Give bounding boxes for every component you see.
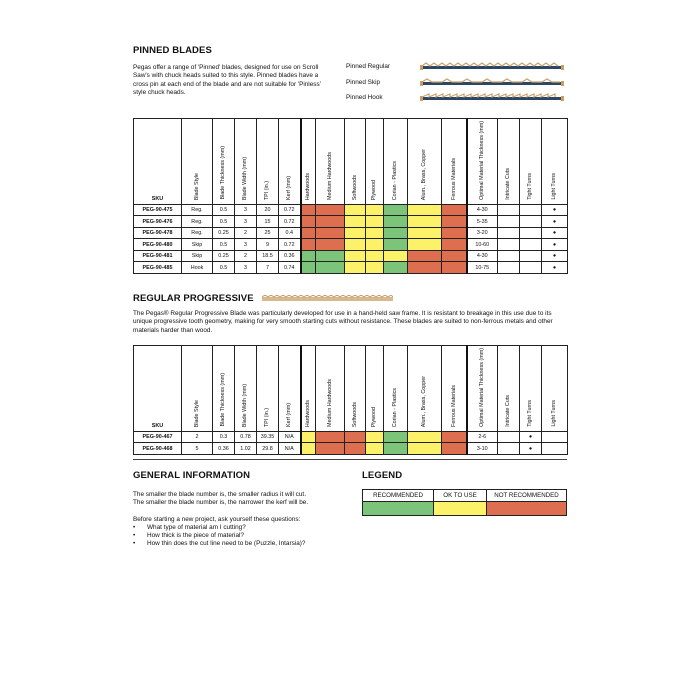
material-rating-cell bbox=[301, 239, 316, 251]
material-rating-cell bbox=[408, 443, 442, 455]
general-line-2: The smaller the blade number is, the narrower the kerf will be. bbox=[133, 499, 309, 507]
header-specs-3 bbox=[257, 119, 279, 205]
header-materials-6 bbox=[442, 119, 467, 205]
suitability-mark bbox=[520, 250, 542, 262]
general-info-text bbox=[133, 491, 358, 549]
table-row bbox=[134, 227, 568, 239]
cell-kerf: 0.72 bbox=[279, 239, 301, 251]
material-rating-cell bbox=[301, 262, 316, 274]
regular-description: The Pegas® Regular Progressive Blade was particularly developed for use in a hand-held saw frame. It is resistant to breakage in this use due to its unique progressive tooth geometry, making for very smooth starting cuts without resistance. These blades are suited to non-ferrous metals and other materials harder than wood. bbox=[133, 310, 553, 334]
header-label: Optimal Material Thickness (mm) bbox=[479, 348, 486, 427]
suitability-mark bbox=[520, 227, 542, 239]
material-rating-cell bbox=[366, 443, 384, 455]
header-specs-4 bbox=[279, 119, 301, 205]
cell-style: 5 bbox=[182, 443, 213, 455]
header-sku bbox=[134, 119, 182, 205]
material-rating-cell bbox=[408, 262, 442, 274]
legend-title: LEGEND bbox=[362, 470, 403, 481]
header-extra-0 bbox=[467, 119, 498, 205]
questions-list bbox=[133, 524, 358, 549]
pinned-title: PINNED BLADES bbox=[133, 45, 212, 56]
cell-thick: 0.5 bbox=[213, 204, 235, 216]
header-materials-2 bbox=[345, 346, 366, 432]
table-header-row bbox=[134, 119, 568, 205]
legend-red-swatch bbox=[487, 502, 567, 516]
material-rating-cell bbox=[384, 239, 408, 251]
cell-thick: 0.36 bbox=[213, 443, 235, 455]
material-rating-cell bbox=[345, 443, 366, 455]
header-label: Blade Width (mm) bbox=[242, 383, 249, 427]
header-extra-2 bbox=[520, 346, 542, 432]
legend-not-label: NOT RECOMMENDED bbox=[487, 490, 567, 502]
header-label: Blade Width (mm) bbox=[242, 156, 249, 200]
material-rating-cell bbox=[442, 239, 467, 251]
cell-width: 1.02 bbox=[235, 443, 257, 455]
material-rating-cell bbox=[442, 250, 467, 262]
pinned-description: Pegas offer a range of 'Pinned' blades, designed for use on Scroll Saw's with chuck heads suited to this style. Pinned blades have a cross pin at each end of the blade and are not suitable for 'Pinless' style chuck heads. bbox=[133, 64, 321, 96]
header-label: Tight Turns bbox=[527, 173, 534, 200]
header-specs-2 bbox=[235, 119, 257, 205]
cell-sku: PEG-90-485 bbox=[134, 262, 182, 274]
cell-optimal-thickness: 3-10 bbox=[467, 443, 498, 455]
suitability-mark bbox=[498, 239, 520, 251]
header-specs-0 bbox=[182, 119, 213, 205]
material-rating-cell bbox=[384, 431, 408, 443]
material-rating-cell bbox=[301, 250, 316, 262]
material-rating-cell bbox=[316, 262, 345, 274]
cell-thick: 0.25 bbox=[213, 227, 235, 239]
cell-kerf: N/A bbox=[279, 431, 301, 443]
header-label: Plywood bbox=[371, 179, 378, 200]
header-label: Hardwoods bbox=[305, 399, 312, 427]
cell-width: 0.78 bbox=[235, 431, 257, 443]
header-extra-3 bbox=[542, 119, 568, 205]
header-extra-0 bbox=[467, 346, 498, 432]
material-rating-cell bbox=[345, 262, 366, 274]
header-materials-3 bbox=[366, 346, 384, 432]
cell-width: 2 bbox=[235, 227, 257, 239]
material-rating-cell bbox=[345, 239, 366, 251]
material-rating-cell bbox=[442, 216, 467, 228]
cell-sku: PEG-90-478 bbox=[134, 227, 182, 239]
material-rating-cell bbox=[366, 250, 384, 262]
header-materials-0 bbox=[301, 119, 316, 205]
table-row bbox=[134, 216, 568, 228]
header-materials-3 bbox=[366, 119, 384, 205]
blade-label-regular: Pinned Regular bbox=[346, 63, 391, 70]
cell-tpi: 29.8 bbox=[257, 443, 279, 455]
header-label: Tight Turns bbox=[527, 400, 534, 427]
cell-width: 3 bbox=[235, 262, 257, 274]
material-rating-cell bbox=[345, 250, 366, 262]
cell-optimal-thickness: 5-35 bbox=[467, 216, 498, 228]
suitability-mark bbox=[498, 431, 520, 443]
suitability-mark bbox=[520, 262, 542, 274]
header-label: TPI (in.) bbox=[264, 407, 271, 427]
section-divider bbox=[133, 459, 567, 460]
cell-thick: 0.5 bbox=[213, 239, 235, 251]
regular-progressive-table bbox=[133, 345, 568, 455]
regular-title: REGULAR PROGRESSIVE bbox=[133, 293, 254, 304]
material-rating-cell bbox=[442, 227, 467, 239]
cell-sku: PEG-90-467 bbox=[134, 431, 182, 443]
table-header-row bbox=[134, 346, 568, 432]
material-rating-cell bbox=[384, 227, 408, 239]
header-label: Blade Thickness (mm) bbox=[220, 373, 227, 427]
header-materials-5 bbox=[408, 119, 442, 205]
cell-kerf: 0.72 bbox=[279, 204, 301, 216]
cell-kerf: 0.36 bbox=[279, 250, 301, 262]
header-label: Alum., Brass, Copper bbox=[421, 375, 428, 427]
material-rating-cell bbox=[366, 204, 384, 216]
suitability-mark: ● bbox=[542, 239, 568, 251]
material-rating-cell bbox=[384, 250, 408, 262]
material-rating-cell bbox=[442, 262, 467, 274]
header-label: Ferrous Materials bbox=[450, 385, 457, 427]
material-rating-cell bbox=[301, 204, 316, 216]
material-rating-cell bbox=[366, 216, 384, 228]
material-rating-cell bbox=[301, 227, 316, 239]
header-label: Blade Style bbox=[193, 172, 200, 200]
table-row bbox=[134, 250, 568, 262]
header-label: Kerf (mm) bbox=[286, 403, 293, 427]
header-label: Corian - Plastics bbox=[392, 160, 399, 200]
header-materials-2 bbox=[345, 119, 366, 205]
material-rating-cell bbox=[384, 216, 408, 228]
material-rating-cell bbox=[345, 216, 366, 228]
suitability-mark: ● bbox=[542, 262, 568, 274]
header-label: Kerf (mm) bbox=[286, 176, 293, 200]
material-rating-cell bbox=[366, 227, 384, 239]
cell-style: Reg. bbox=[182, 227, 213, 239]
general-title: GENERAL INFORMATION bbox=[133, 470, 251, 481]
cell-width: 3 bbox=[235, 216, 257, 228]
header-specs-0 bbox=[182, 346, 213, 432]
header-label: Medium Hardwoods bbox=[326, 152, 333, 200]
material-rating-cell bbox=[408, 250, 442, 262]
material-rating-cell bbox=[408, 216, 442, 228]
material-rating-cell bbox=[345, 431, 366, 443]
legend-recommended-label: RECOMMENDED bbox=[363, 490, 434, 502]
header-label: Plywood bbox=[371, 406, 378, 427]
suitability-mark bbox=[498, 204, 520, 216]
material-rating-cell bbox=[316, 443, 345, 455]
suitability-mark bbox=[542, 443, 568, 455]
header-extra-1 bbox=[498, 119, 520, 205]
table-row bbox=[134, 262, 568, 274]
table-row bbox=[134, 204, 568, 216]
cell-optimal-thickness: 3-20 bbox=[467, 227, 498, 239]
cell-kerf: N/A bbox=[279, 443, 301, 455]
header-label: Alum., Brass, Copper bbox=[421, 148, 428, 200]
header-materials-0 bbox=[301, 346, 316, 432]
cell-optimal-thickness: 2-6 bbox=[467, 431, 498, 443]
cell-optimal-thickness: 4-30 bbox=[467, 204, 498, 216]
material-rating-cell bbox=[442, 443, 467, 455]
material-rating-cell bbox=[384, 204, 408, 216]
suitability-mark bbox=[520, 216, 542, 228]
header-specs-2 bbox=[235, 346, 257, 432]
blade-label-hook: Pinned Hook bbox=[346, 94, 383, 101]
header-label: Optimal Material Thickness (mm) bbox=[479, 121, 486, 200]
cell-width: 3 bbox=[235, 239, 257, 251]
material-rating-cell bbox=[384, 443, 408, 455]
suitability-mark bbox=[498, 443, 520, 455]
suitability-mark bbox=[520, 204, 542, 216]
regular-progressive-blade-image bbox=[262, 295, 393, 302]
suitability-mark bbox=[498, 262, 520, 274]
header-materials-1 bbox=[316, 119, 345, 205]
general-line-1: The smaller the blade number is, the smaller radius it will cut. bbox=[133, 491, 306, 498]
header-label: Hardwoods bbox=[305, 172, 312, 200]
header-label: Medium Hardwoods bbox=[326, 379, 333, 427]
legend-ok-label: OK TO USE bbox=[434, 490, 487, 502]
material-rating-cell bbox=[408, 227, 442, 239]
cell-tpi: 7 bbox=[257, 262, 279, 274]
header-materials-6 bbox=[442, 346, 467, 432]
pinned-blades-table bbox=[133, 118, 568, 274]
header-label: TPI (in.) bbox=[264, 180, 271, 200]
cell-style: 2 bbox=[182, 431, 213, 443]
header-label: Softwoods bbox=[351, 401, 358, 427]
material-rating-cell bbox=[442, 204, 467, 216]
suitability-mark: ● bbox=[542, 250, 568, 262]
cell-tpi: 20 bbox=[257, 204, 279, 216]
cell-thick: 0.3 bbox=[213, 431, 235, 443]
cell-tpi: 39.35 bbox=[257, 431, 279, 443]
header-sku-label: SKU bbox=[151, 422, 164, 429]
material-rating-cell bbox=[316, 239, 345, 251]
question-item: • What type of material am I cutting? bbox=[133, 524, 358, 532]
header-specs-1 bbox=[213, 346, 235, 432]
material-rating-cell bbox=[316, 227, 345, 239]
cell-kerf: 0.74 bbox=[279, 262, 301, 274]
suitability-mark bbox=[520, 239, 542, 251]
cell-kerf: 0.72 bbox=[279, 216, 301, 228]
material-rating-cell bbox=[301, 431, 316, 443]
header-specs-3 bbox=[257, 346, 279, 432]
material-rating-cell bbox=[301, 216, 316, 228]
cell-kerf: 0.4 bbox=[279, 227, 301, 239]
question-item: • How thick is the piece of material? bbox=[133, 532, 358, 540]
material-rating-cell bbox=[301, 443, 316, 455]
cell-style: Skip bbox=[182, 250, 213, 262]
pinned-blade-images bbox=[420, 60, 568, 106]
cell-optimal-thickness: 4-30 bbox=[467, 250, 498, 262]
material-rating-cell bbox=[345, 227, 366, 239]
cell-thick: 0.5 bbox=[213, 262, 235, 274]
material-rating-cell bbox=[316, 431, 345, 443]
cell-width: 2 bbox=[235, 250, 257, 262]
material-rating-cell bbox=[316, 204, 345, 216]
table-row bbox=[134, 239, 568, 251]
header-label: Corian - Plastics bbox=[392, 387, 399, 427]
cell-style: Reg. bbox=[182, 204, 213, 216]
general-intro: Before starting a new project, ask yourself these questions: bbox=[133, 515, 301, 523]
suitability-mark: ● bbox=[542, 227, 568, 239]
suitability-mark: ● bbox=[520, 443, 542, 455]
suitability-mark: ● bbox=[542, 216, 568, 228]
header-sku-label: SKU bbox=[151, 195, 164, 202]
cell-sku: PEG-90-481 bbox=[134, 250, 182, 262]
material-rating-cell bbox=[442, 431, 467, 443]
blade-label-skip: Pinned Skip bbox=[346, 79, 381, 86]
material-rating-cell bbox=[384, 262, 408, 274]
cell-optimal-thickness: 10-60 bbox=[467, 239, 498, 251]
header-label: Blade Thickness (mm) bbox=[220, 146, 227, 200]
header-label: Ferrous Materials bbox=[450, 158, 457, 200]
header-extra-3 bbox=[542, 346, 568, 432]
cell-sku: PEG-90-480 bbox=[134, 239, 182, 251]
cell-thick: 0.5 bbox=[213, 216, 235, 228]
header-materials-4 bbox=[384, 119, 408, 205]
suitability-mark: ● bbox=[542, 204, 568, 216]
material-rating-cell bbox=[408, 239, 442, 251]
material-rating-cell bbox=[316, 216, 345, 228]
header-extra-1 bbox=[498, 346, 520, 432]
header-specs-4 bbox=[279, 346, 301, 432]
material-rating-cell bbox=[408, 431, 442, 443]
suitability-mark bbox=[498, 250, 520, 262]
material-rating-cell bbox=[366, 431, 384, 443]
cell-style: Reg. bbox=[182, 216, 213, 228]
suitability-mark: ● bbox=[520, 431, 542, 443]
material-rating-cell bbox=[366, 262, 384, 274]
cell-tpi: 25 bbox=[257, 227, 279, 239]
material-rating-cell bbox=[366, 239, 384, 251]
header-materials-4 bbox=[384, 346, 408, 432]
cell-optimal-thickness: 10-75 bbox=[467, 262, 498, 274]
pinned-regular-blade-image bbox=[420, 63, 564, 70]
cell-tpi: 9 bbox=[257, 239, 279, 251]
header-sku bbox=[134, 346, 182, 432]
suitability-mark bbox=[542, 431, 568, 443]
header-label: Light Turns bbox=[551, 400, 558, 427]
legend-table bbox=[362, 489, 567, 516]
cell-tpi: 15 bbox=[257, 216, 279, 228]
suitability-mark bbox=[498, 216, 520, 228]
header-label: Intricate Cuts bbox=[505, 168, 512, 200]
header-label: Softwoods bbox=[351, 174, 358, 200]
material-rating-cell bbox=[408, 204, 442, 216]
question-item: • How thin does the cut line need to be (Puzzle, Intarsia)? bbox=[133, 540, 358, 548]
cell-width: 3 bbox=[235, 204, 257, 216]
header-specs-1 bbox=[213, 119, 235, 205]
cell-sku: PEG-90-468 bbox=[134, 443, 182, 455]
cell-style: Skip bbox=[182, 239, 213, 251]
header-extra-2 bbox=[520, 119, 542, 205]
header-label: Intricate Cuts bbox=[505, 395, 512, 427]
cell-sku: PEG-90-475 bbox=[134, 204, 182, 216]
cell-tpi: 18.5 bbox=[257, 250, 279, 262]
header-materials-1 bbox=[316, 346, 345, 432]
header-label: Light Turns bbox=[551, 173, 558, 200]
pinned-hook-blade-image bbox=[420, 94, 564, 101]
header-materials-5 bbox=[408, 346, 442, 432]
legend-yellow-swatch bbox=[434, 502, 487, 516]
table-row bbox=[134, 443, 568, 455]
material-rating-cell bbox=[316, 250, 345, 262]
header-label: Blade Style bbox=[193, 399, 200, 427]
legend-green-swatch bbox=[363, 502, 434, 516]
suitability-mark bbox=[498, 227, 520, 239]
pinned-skip-blade-image bbox=[420, 79, 564, 86]
material-rating-cell bbox=[345, 204, 366, 216]
cell-sku: PEG-90-476 bbox=[134, 216, 182, 228]
table-row bbox=[134, 431, 568, 443]
cell-style: Hook bbox=[182, 262, 213, 274]
cell-thick: 0.25 bbox=[213, 250, 235, 262]
